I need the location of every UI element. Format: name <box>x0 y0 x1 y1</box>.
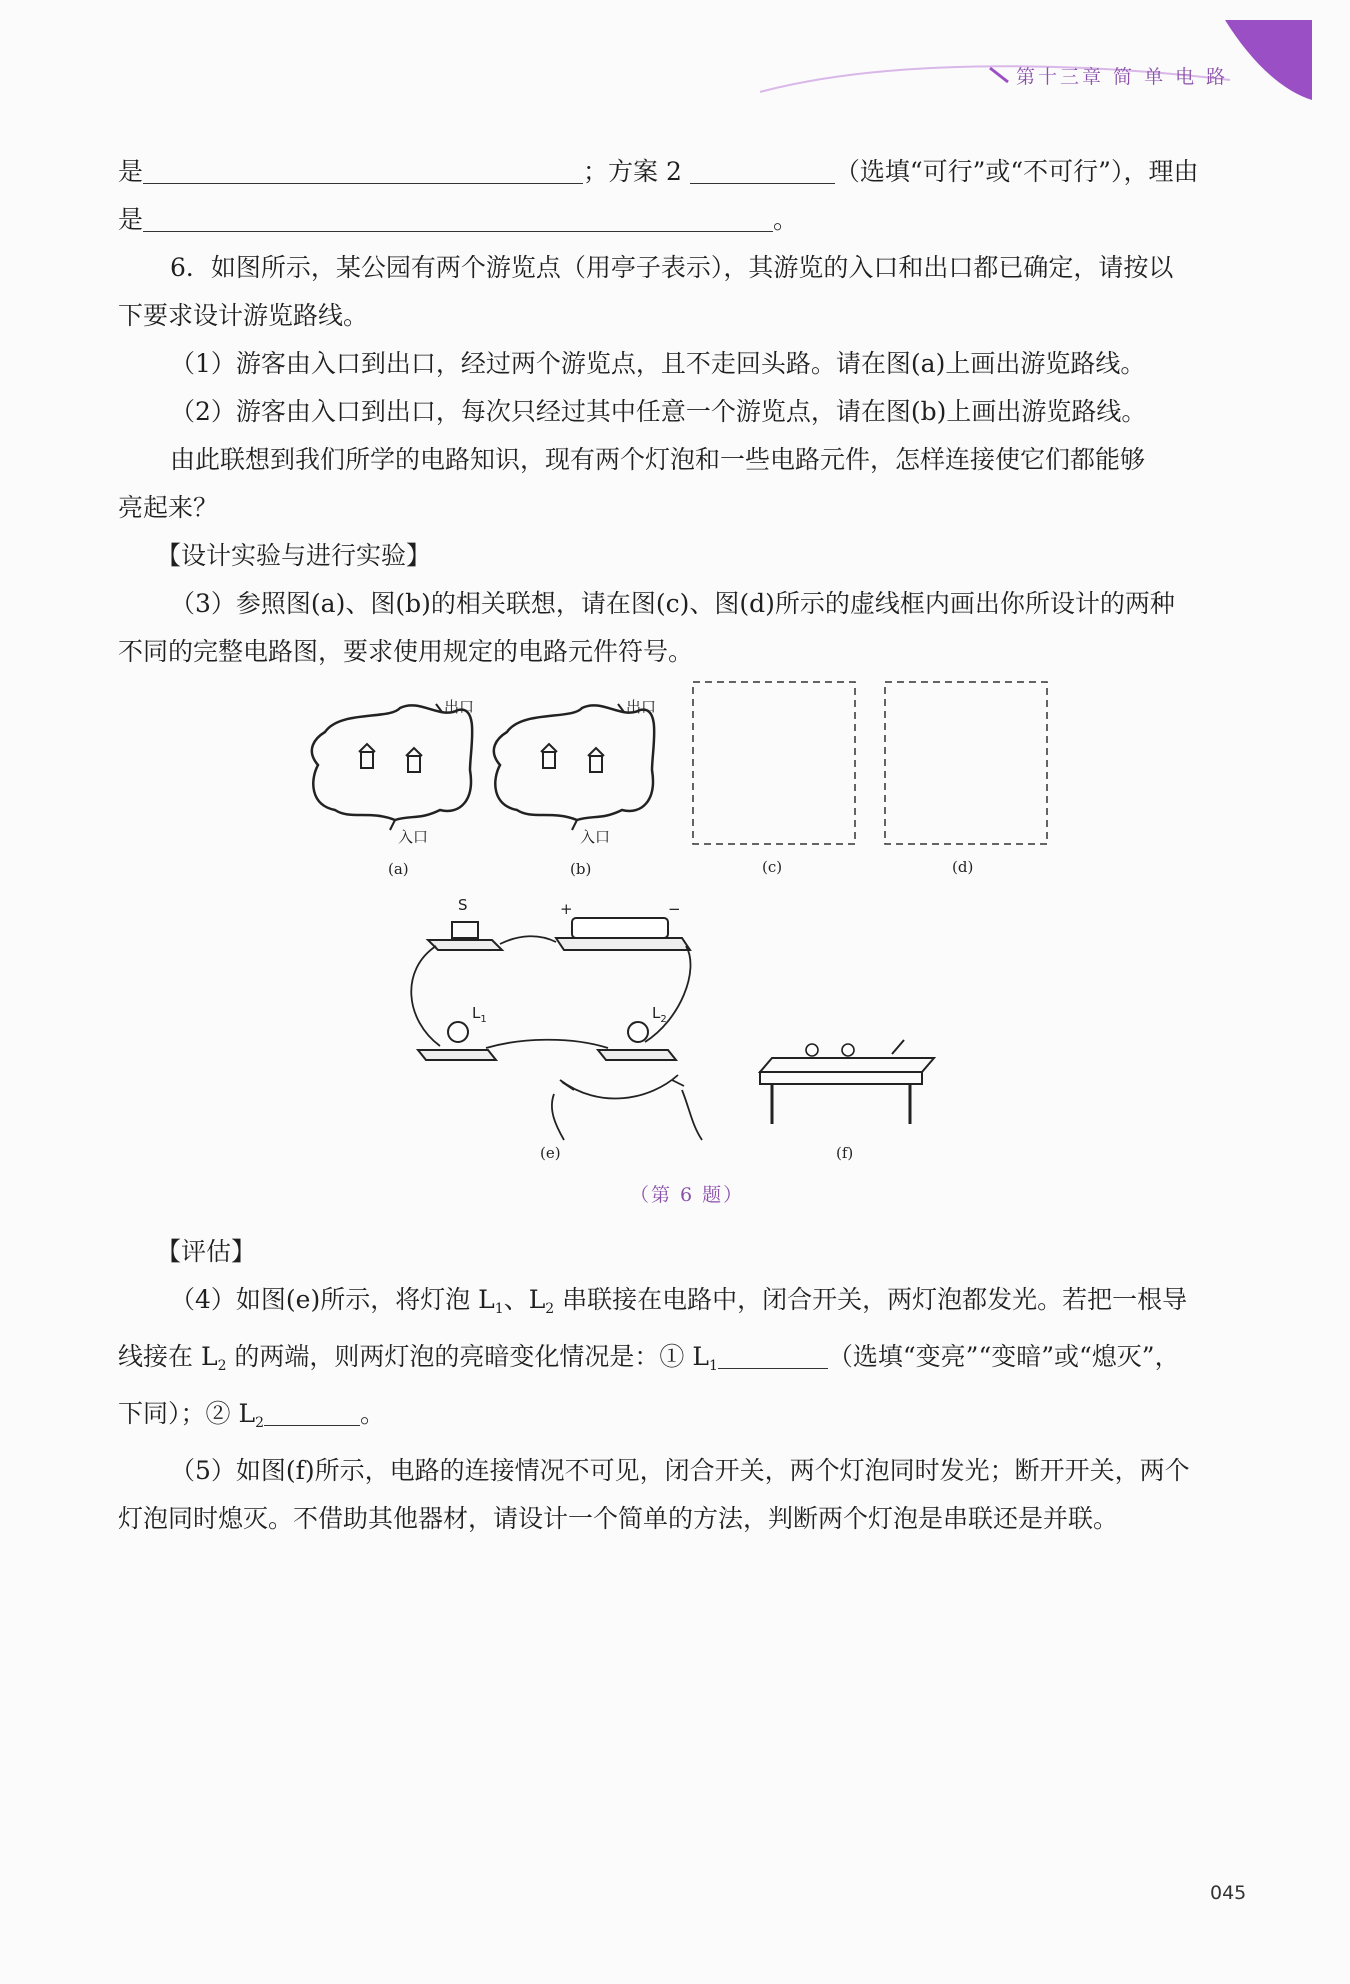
answer-blank-l1[interactable] <box>718 1338 828 1369</box>
dashed-box-d[interactable] <box>885 682 1047 844</box>
battery-minus: − <box>668 900 681 918</box>
entry-arrow-icon <box>390 820 395 830</box>
circuit-e <box>411 896 702 1162</box>
answer-line-2: 是 。 <box>118 196 1238 244</box>
bulb-l1-icon <box>448 1022 468 1042</box>
pavilion-icon <box>588 748 604 772</box>
q6-link-1: 由此联想到我们所学的电路知识，现有两个灯泡和一些电路元件，怎样连接使它们都能够 <box>170 445 1146 474</box>
q6-link-2: 亮起来？ <box>118 493 219 522</box>
wire <box>411 946 440 1046</box>
wire <box>645 946 691 1042</box>
exit-label: 出口 <box>444 698 475 716</box>
chapter-title: 第十三章 简 单 电 路 <box>1016 66 1229 88</box>
q6-item-5-2: 灯泡同时熄灭。不借助其他器材，请设计一个简单的方法，判断两个灯泡是串联还是并联。 <box>118 1504 1119 1533</box>
switch-icon <box>892 1040 904 1054</box>
exit-label: 出口 <box>626 698 657 716</box>
bulb-icon <box>806 1044 818 1056</box>
q6-intro-2: 下要求设计游览路线。 <box>118 301 369 330</box>
pavilion-icon <box>359 744 375 768</box>
bulb-l2-icon <box>628 1022 648 1042</box>
entry-label: 入口 <box>398 828 429 846</box>
label-d: (d) <box>952 858 974 876</box>
answer-blank-reason2[interactable] <box>143 201 773 232</box>
label-e: (e) <box>540 1144 561 1162</box>
pavilion-icon <box>406 748 422 772</box>
section-eval: 【评估】 <box>156 1237 257 1266</box>
corner-tab <box>1225 20 1312 100</box>
q6-item-4-1: （4）如图(e)所示，将灯泡 $L_1$、$L_2$ 串联接在电路中，闭合开关，两灯泡都发光。若把一根导 <box>170 1285 1188 1317</box>
header-decoration <box>0 0 1350 110</box>
bulb2-label: $L_2$ <box>652 1004 667 1025</box>
bulb1-label: $L_1$ <box>472 1004 487 1025</box>
label-c: (c) <box>762 858 783 876</box>
q6-item-4-3: 下同）；② $L_2$ 。 <box>118 1390 1238 1447</box>
pavilion-icon <box>541 744 557 768</box>
figure-caption: （第 6 题） <box>630 1184 745 1206</box>
answer-blank-plan2[interactable] <box>690 153 835 184</box>
wire <box>500 936 556 944</box>
switch-icon <box>452 922 478 938</box>
battery-plus: + <box>560 900 573 918</box>
hand-icon <box>672 1080 702 1140</box>
hand-icon <box>552 1082 574 1140</box>
entry-label: 入口 <box>580 828 611 846</box>
answer-line-1: 是 ；方案 2 （选填“可行”或“不可行”），理由 <box>118 148 1238 196</box>
q6-item-5-1: （5）如图(f)所示，电路的连接情况不可见，闭合开关，两个灯泡同时发光；断开开关，两个 <box>170 1456 1190 1485</box>
bulb-icon <box>842 1044 854 1056</box>
label-b: (b) <box>570 860 592 878</box>
q6-item-3-2: 不同的完整电路图，要求使用规定的电路元件符号。 <box>118 637 694 666</box>
test-wire <box>560 1075 678 1099</box>
park-map-a <box>312 698 474 878</box>
question-6 <box>118 244 1238 676</box>
answer-blank-reason1[interactable] <box>143 153 583 184</box>
q6-item-2: （2）游客由入口到出口，每次只经过其中任意一个游览点，请在图(b)上画出游览路线。 <box>170 397 1147 426</box>
battery-icon <box>572 918 668 938</box>
answer-blank-l2[interactable] <box>264 1395 360 1426</box>
q6-intro-1: 6．如图所示，某公园有两个游览点（用亭子表示），其游览的入口和出口都已确定，请按以 <box>170 253 1174 282</box>
switch-label: S <box>458 896 468 914</box>
entry-arrow-icon <box>572 820 577 830</box>
q6-item-4-2: 线接在 $L_2$ 的两端，则两灯泡的亮暗变化情况是：① $L_1$ （选填“变亮”“变暗”或“熄灭”， <box>118 1333 1238 1390</box>
figure-q6 <box>0 670 1350 1180</box>
wire <box>486 1040 608 1048</box>
q6-item-1: （1）游客由入口到出口，经过两个游览点，且不走回头路。请在图(a)上画出游览路线。 <box>170 349 1146 378</box>
dashed-box-c[interactable] <box>693 682 855 844</box>
label-a: (a) <box>388 860 409 878</box>
answer-lines <box>118 148 1238 244</box>
label-f: (f) <box>836 1144 854 1162</box>
evaluation-section <box>118 1228 1238 1543</box>
park-map-b <box>494 698 656 878</box>
q6-item-3-1: （3）参照图(a)、图(b)的相关联想，请在图(c)、图(d)所示的虚线框内画出你所设计的两种 <box>170 589 1175 618</box>
page-number: 045 <box>1210 1882 1247 1904</box>
table-f <box>760 1040 934 1162</box>
section-design: 【设计实验与进行实验】 <box>156 541 432 570</box>
pencil-icon <box>990 68 1008 82</box>
